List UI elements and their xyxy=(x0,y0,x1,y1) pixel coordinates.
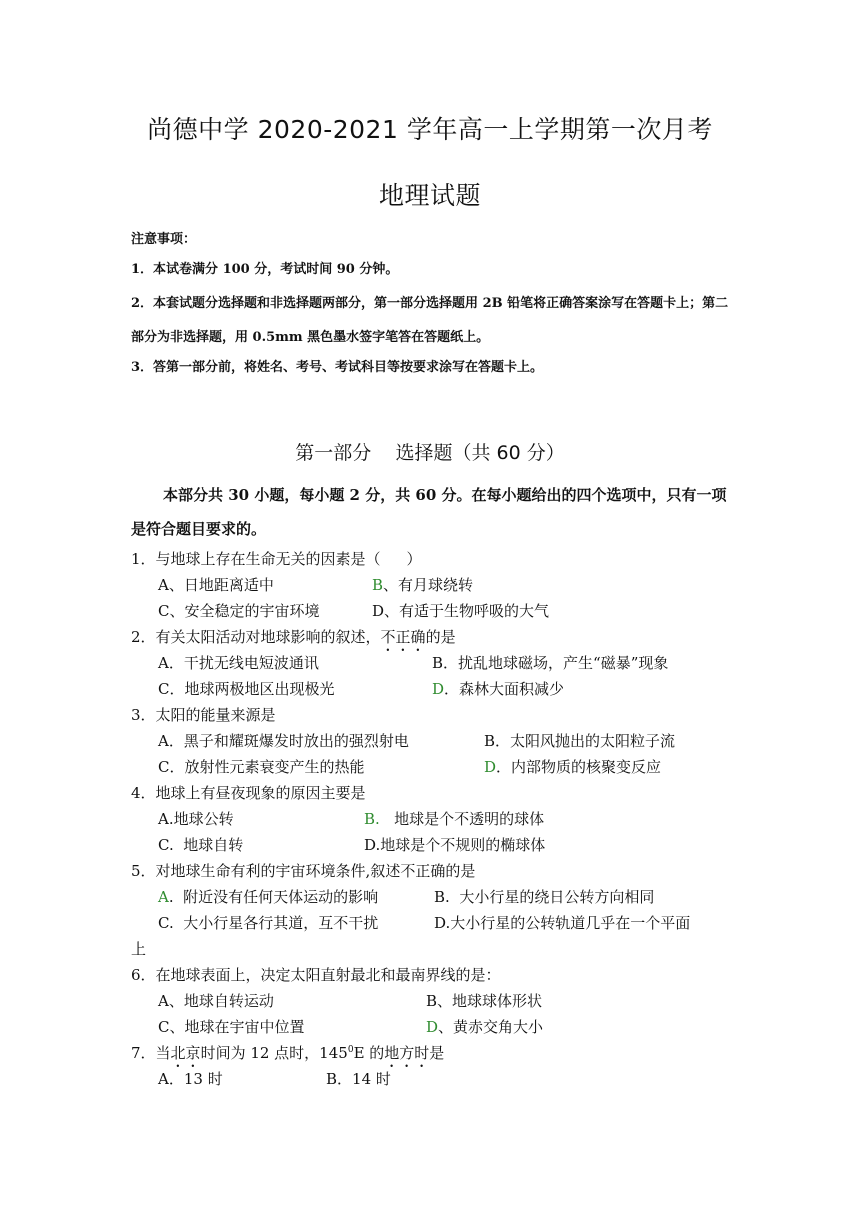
option-d-wrap: 上 xyxy=(131,940,147,958)
question-stem: 3．太阳的能量来源是 xyxy=(131,706,276,724)
option-d xyxy=(484,756,661,777)
option-letter: D xyxy=(364,836,376,854)
option-text: . 地球自转 xyxy=(168,836,244,854)
option-letter: D xyxy=(484,758,497,776)
question-stem xyxy=(131,626,456,655)
option-b xyxy=(426,990,542,1011)
degree-mark: 0 xyxy=(347,1045,354,1055)
question-stem xyxy=(131,1042,444,1071)
option-c xyxy=(158,1016,305,1037)
option-text: 、有月球绕转 xyxy=(383,576,474,594)
option-letter: A xyxy=(158,576,169,594)
option-d xyxy=(364,834,545,855)
option-text: ．放射性元素衰变产生的热能 xyxy=(169,758,365,776)
option-a xyxy=(158,574,274,595)
option-letter: B xyxy=(434,888,446,906)
question-text-tail: 的是 xyxy=(425,628,456,646)
question-stem: 5．对地球生命有利的宇宙环境条件,叙述不正确的是 xyxy=(131,862,476,880)
option-b xyxy=(372,574,473,595)
notice-item: 2．本套试题分选择题和非选择题两部分，第一部分选择题用 2B 铅笔将正确答案涂写在答题卡上；第二部分为非选择题，用 0.5mm 黑色墨水签字笔答在答题纸上。 xyxy=(131,296,729,345)
option-text: ．森林大面积减少 xyxy=(444,680,565,698)
option-a xyxy=(158,990,274,1011)
emphasized-text: 不正确 xyxy=(380,628,426,646)
option-b xyxy=(364,808,544,829)
question-text: 时间为 12 点时，145 xyxy=(200,1044,348,1062)
option-letter: A xyxy=(158,732,169,750)
option-d xyxy=(426,1016,543,1037)
option-text: .地球是个不规则的椭球体 xyxy=(375,836,546,854)
option-letter: B xyxy=(426,992,438,1010)
option-letter: C xyxy=(158,914,169,932)
option-d xyxy=(434,912,690,933)
question-stem: 6．在地球表面上，决定太阳直射最北和最南界线的是： xyxy=(131,966,501,984)
option-letter: C xyxy=(158,758,170,776)
option-a xyxy=(158,808,234,829)
option-text: 、安全稳定的宇宙环境 xyxy=(169,602,320,620)
option-a xyxy=(158,730,409,751)
section-instruction: 本部分共 30 小题，每小题 2 分，共 60 分。在每小题给出的四个选项中，只有一项是符合题目要求的。 xyxy=(131,486,727,538)
option-letter: A xyxy=(158,810,169,828)
option-text: 、有适于生物呼吸的大气 xyxy=(384,602,550,620)
option-c xyxy=(158,912,378,933)
option-b xyxy=(326,1068,391,1089)
option-text: ．内部物质的核聚变反应 xyxy=(496,758,662,776)
notice-heading: 注意事项： xyxy=(131,232,197,247)
option-letter: B xyxy=(484,732,496,750)
option-c xyxy=(158,834,243,855)
option-text: ．太阳风抛出的太阳粒子流 xyxy=(495,732,676,750)
option-text: . 大小行星的绕日公转方向相同 xyxy=(445,888,655,906)
option-letter: D xyxy=(432,680,445,698)
option-text: ．地球两极地区出现极光 xyxy=(169,680,335,698)
option-b xyxy=(434,886,654,907)
question-text: 2．有关太阳活动对地球影响的叙述， xyxy=(131,628,381,646)
option-text: .地球公转 xyxy=(168,810,234,828)
question-text-tail: 是 xyxy=(429,1044,445,1062)
question-stem xyxy=(131,548,422,569)
option-text: ．14 时 xyxy=(337,1070,391,1088)
option-text: . 大小行星各行其道，互不干扰 xyxy=(168,914,379,932)
question-text: 1．与地球上存在生命无关的因素是（ xyxy=(131,550,381,568)
option-text: 、地球球体形状 xyxy=(437,992,543,1010)
option-d xyxy=(432,678,564,699)
question-text: E 的 xyxy=(353,1044,385,1062)
option-letter: D xyxy=(426,1018,439,1036)
emphasized-text: 地方时 xyxy=(384,1044,430,1062)
option-letter: A xyxy=(158,888,169,906)
option-text: . 附近没有任何天体运动的影响 xyxy=(168,888,379,906)
option-c xyxy=(158,678,335,699)
section-title: 第一部分 选择题（共 60 分） xyxy=(295,442,565,464)
option-b xyxy=(432,652,668,673)
option-text: ．扰乱地球磁场，产生“磁暴”现象 xyxy=(443,654,669,672)
option-letter: D xyxy=(434,914,446,932)
option-letter: B xyxy=(432,654,444,672)
exam-title: 尚德中学 2020-2021 学年高一上学期第一次月考 xyxy=(147,115,713,144)
option-letter: B. xyxy=(364,810,380,828)
option-text: ．13 时 xyxy=(168,1070,223,1088)
notice-item: 3．答第一部分前，将姓名、考号、考试科目等按要求涂写在答题卡上。 xyxy=(131,360,544,375)
option-text: ．干扰无线电短波通讯 xyxy=(168,654,319,672)
option-letter: C xyxy=(158,680,170,698)
option-a xyxy=(158,886,378,907)
option-letter: A xyxy=(158,654,169,672)
option-b xyxy=(484,730,675,751)
option-text: ．黑子和耀斑爆发时放出的强烈射电 xyxy=(168,732,409,750)
question-stem: 4．地球上有昼夜现象的原因主要是 xyxy=(131,784,366,802)
option-letter: C xyxy=(158,836,169,854)
option-d xyxy=(372,600,549,621)
option-a xyxy=(158,1068,223,1089)
emphasized-text: 北京 xyxy=(170,1044,201,1062)
notice-item: 1．本试卷满分 100 分，考试时间 90 分钟。 xyxy=(131,262,399,277)
question-text: 7．当 xyxy=(131,1044,171,1062)
question-text-tail: ） xyxy=(406,550,422,568)
option-c xyxy=(158,756,365,777)
option-text: 、地球自转运动 xyxy=(168,992,274,1010)
option-letter: C xyxy=(158,602,170,620)
option-letter: C xyxy=(158,1018,170,1036)
exam-subtitle: 地理试题 xyxy=(378,181,481,210)
option-text: .大小行星的公转轨道几乎在一个平面 xyxy=(445,914,691,932)
option-letter: B xyxy=(372,576,384,594)
option-a xyxy=(158,652,319,673)
option-letter: A xyxy=(158,1070,169,1088)
option-text: 地球是个不透明的球体 xyxy=(379,810,545,828)
option-text: 、黄赤交角大小 xyxy=(438,1018,544,1036)
option-letter: A xyxy=(158,992,169,1010)
option-letter: B xyxy=(326,1070,338,1088)
option-letter: D xyxy=(372,602,385,620)
option-c xyxy=(158,600,320,621)
option-text: 、日地距离适中 xyxy=(168,576,274,594)
option-text: 、地球在宇宙中位置 xyxy=(169,1018,305,1036)
